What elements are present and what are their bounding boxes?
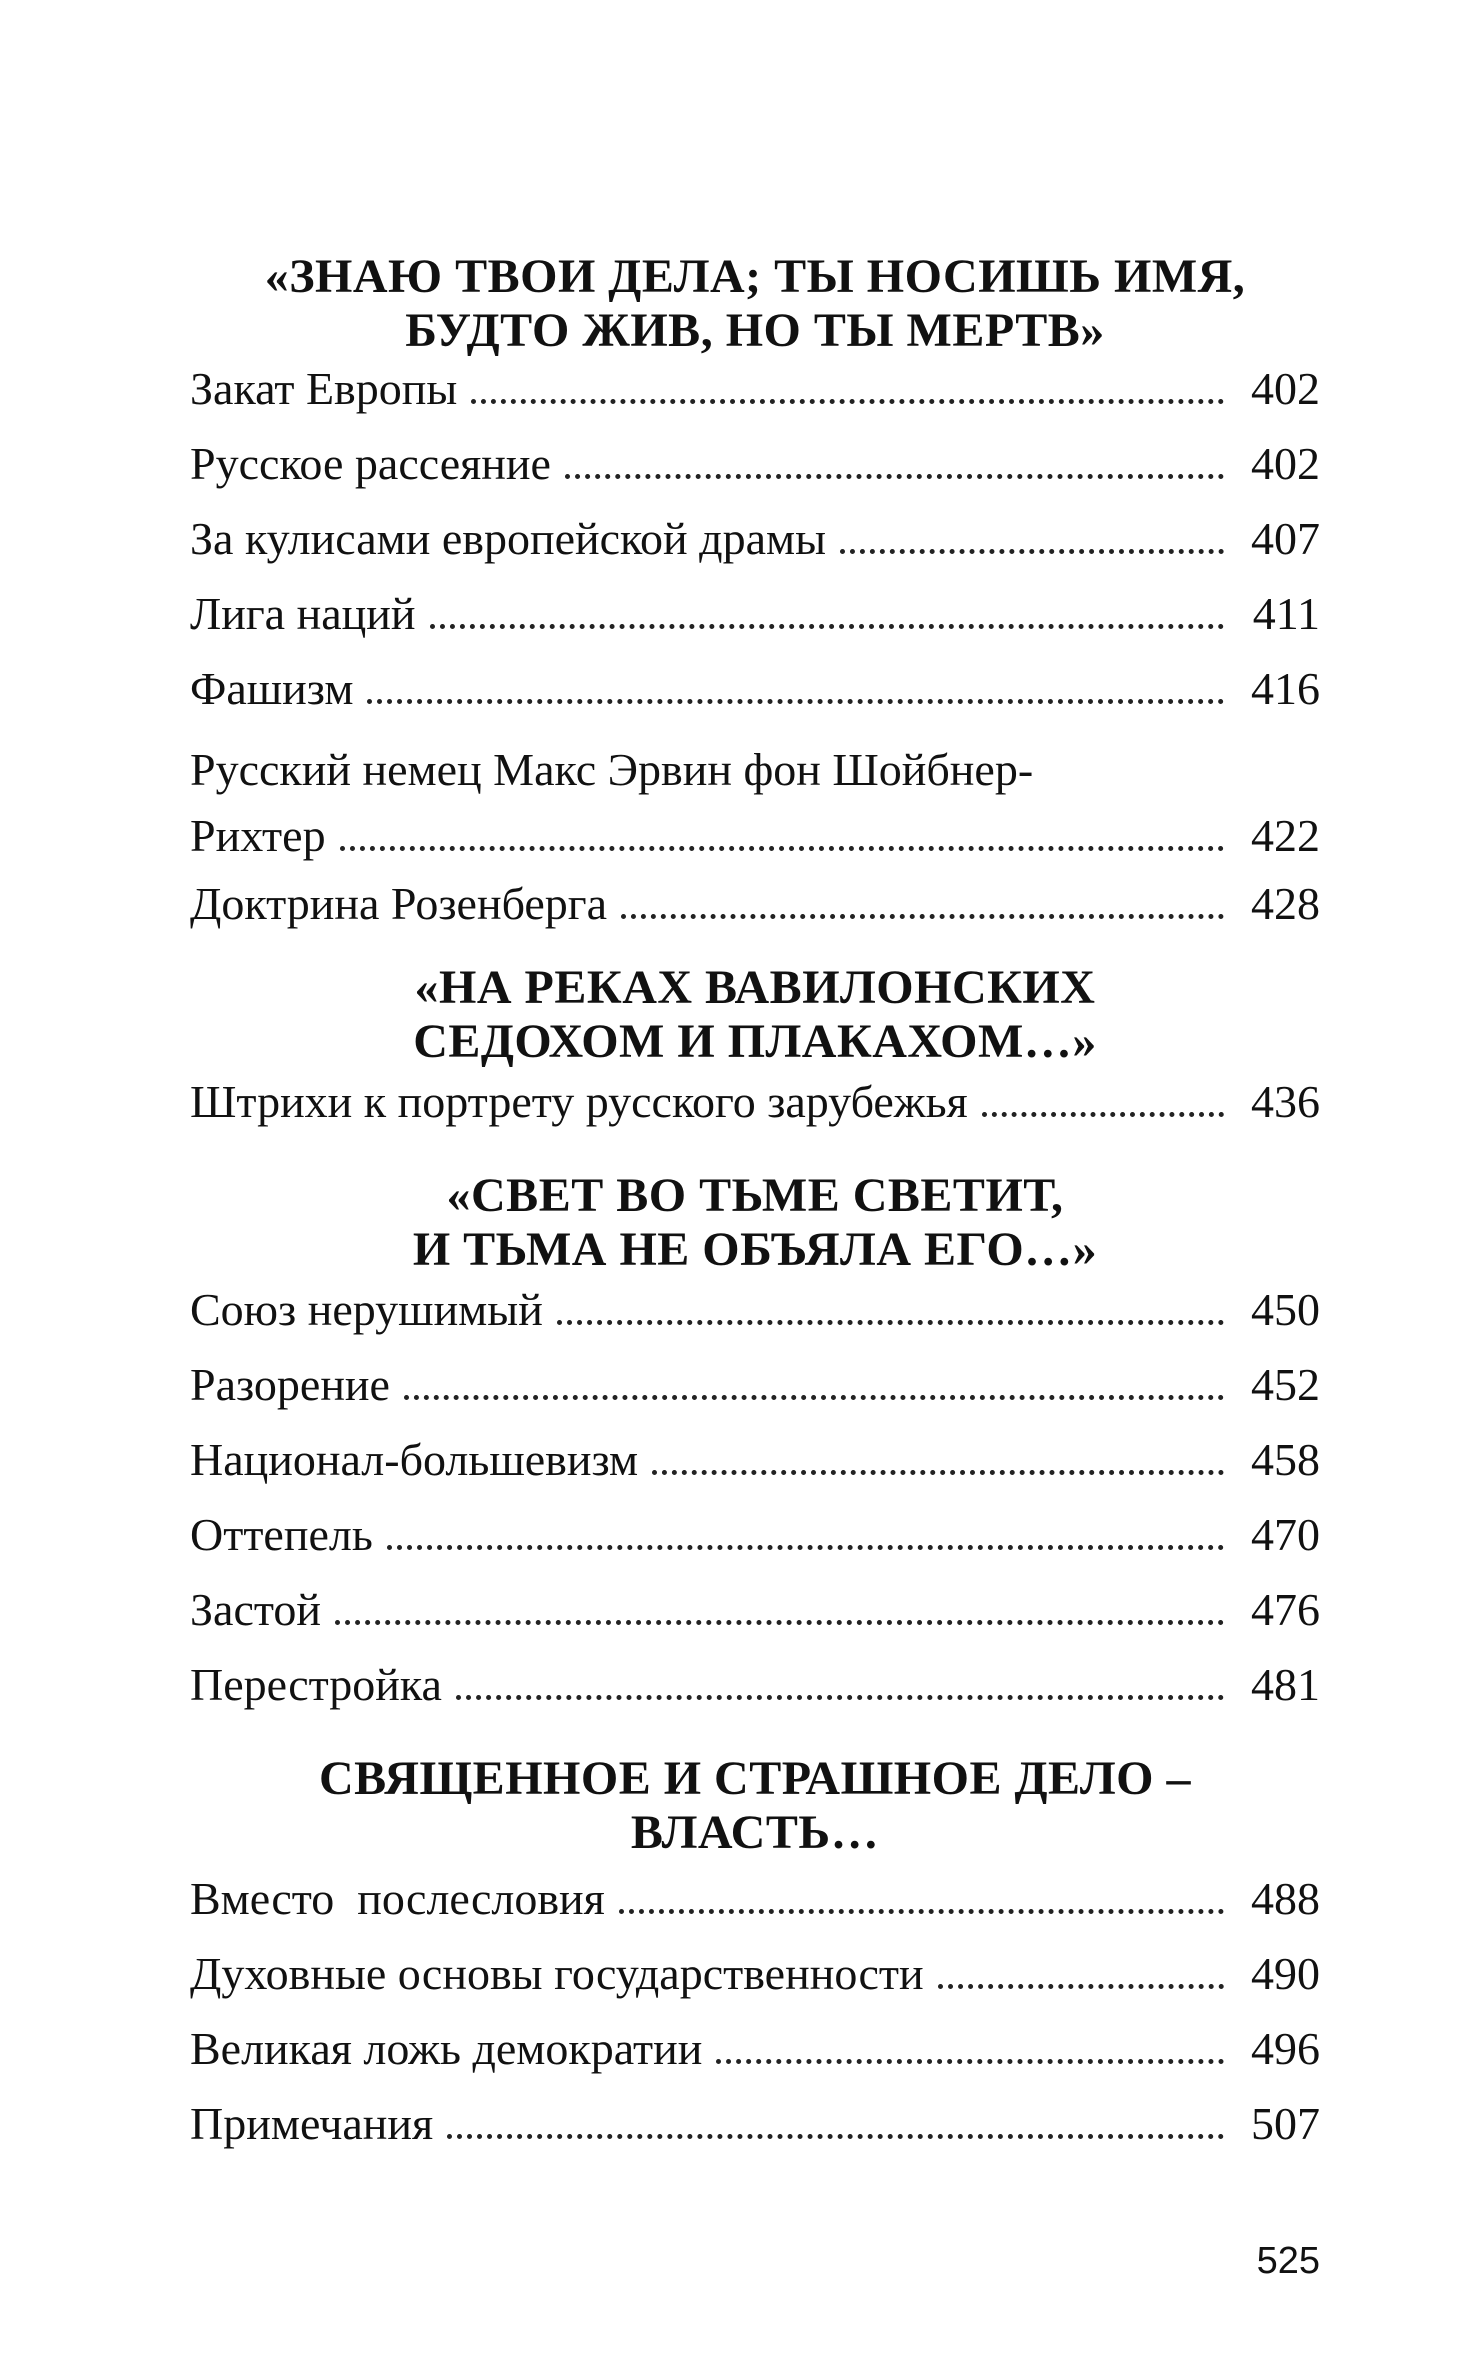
- dot-leader: [557, 1320, 1224, 1325]
- toc-entry[interactable]: [190, 662, 1320, 716]
- toc-entry-page: 507: [1251, 2098, 1320, 2149]
- toc-entry-page: 428: [1251, 878, 1320, 929]
- toc-entry-title: За кулисами европейской драмы: [190, 513, 827, 564]
- dot-leader: [447, 2134, 1224, 2139]
- toc-entry[interactable]: [190, 512, 1320, 566]
- toc-entry[interactable]: [190, 1508, 1320, 1562]
- dot-leader: [335, 1620, 1224, 1625]
- toc-entry[interactable]: [190, 1658, 1320, 1712]
- toc-entry[interactable]: [190, 2022, 1320, 2076]
- toc-entry-page: 411: [1252, 588, 1320, 639]
- toc-entry-page: 407: [1251, 513, 1320, 564]
- dot-leader: [982, 1112, 1224, 1117]
- page-number: 525: [1256, 2240, 1320, 2282]
- section-heading: [190, 961, 1320, 1069]
- toc-entry-title: Разорение: [190, 1359, 390, 1410]
- toc-entry-title: Застой: [190, 1584, 321, 1635]
- toc-entry-page: 458: [1251, 1434, 1320, 1485]
- dot-leader: [938, 1984, 1224, 1989]
- toc-entry-title: Великая ложь демократии: [190, 2023, 703, 2074]
- toc-entry-page: 481: [1251, 1659, 1320, 1710]
- dot-leader: [404, 1395, 1224, 1400]
- toc-entry-page: 452: [1251, 1359, 1320, 1410]
- section-heading: [190, 250, 1320, 358]
- section-heading-line: СЕДОХОМ И ПЛАКАХОМ…»: [413, 1015, 1097, 1068]
- toc-entry[interactable]: [190, 1583, 1320, 1637]
- toc-section: [190, 1752, 1320, 2151]
- toc-entry[interactable]: [190, 877, 1320, 931]
- toc-entry[interactable]: [190, 362, 1320, 416]
- section-heading-line: «СВЕТ ВО ТЬМЕ СВЕТИТ,: [446, 1169, 1064, 1222]
- toc-entry[interactable]: [190, 1872, 1320, 1926]
- dot-leader: [387, 1545, 1224, 1550]
- toc-entry[interactable]: [190, 1947, 1320, 2001]
- toc-entry-title: Штрихи к портрету русского зарубежья: [190, 1076, 968, 1127]
- toc-entry-title: Примечания: [190, 2098, 434, 2149]
- toc-entry[interactable]: [190, 2097, 1320, 2151]
- dot-leader: [430, 624, 1225, 629]
- section-heading-line: ВЛАСТЬ…: [630, 1806, 880, 1859]
- toc-entry-title: Фашизм: [190, 663, 354, 714]
- toc-section: [190, 1169, 1320, 1712]
- toc-entry-page: 402: [1251, 438, 1320, 489]
- toc-entry-title: Перестройка: [190, 1659, 442, 1710]
- dot-leader: [621, 914, 1224, 919]
- dot-leader: [652, 1470, 1224, 1475]
- toc-entry-page: 422: [1251, 810, 1320, 861]
- toc-entry-title: Оттепель: [190, 1509, 373, 1560]
- toc-entry[interactable]: [190, 587, 1320, 641]
- dot-leader: [367, 699, 1224, 704]
- toc-entry-title: Вместо послесловия: [190, 1873, 605, 1924]
- toc-entry-title: Национал-большевизм: [190, 1434, 639, 1485]
- toc-entry-page: 496: [1251, 2023, 1320, 2074]
- toc-entry-title-continued: Рихтер: [190, 810, 326, 861]
- section-heading-line: И ТЬМА НЕ ОБЪЯЛА ЕГО…»: [412, 1223, 1098, 1276]
- toc-entry[interactable]: [190, 1075, 1320, 1129]
- dot-leader: [716, 2059, 1224, 2064]
- toc-entry[interactable]: [190, 1283, 1320, 1337]
- dot-leader: [456, 1695, 1224, 1700]
- toc-entry[interactable]: [190, 1433, 1320, 1487]
- section-heading-line: СВЯЩЕННОЕ И СТРАШНОЕ ДЕЛО –: [319, 1752, 1191, 1805]
- table-of-contents: [190, 250, 1320, 2172]
- dot-leader: [619, 1909, 1224, 1914]
- dot-leader: [840, 549, 1224, 554]
- dot-leader: [340, 846, 1224, 851]
- section-heading-line: «ЗНАЮ ТВОИ ДЕЛА; ТЫ НОСИШЬ ИМЯ,: [264, 250, 1246, 303]
- toc-entry-page: 470: [1251, 1509, 1320, 1560]
- dot-leader: [565, 474, 1224, 479]
- toc-entry-page: 488: [1251, 1873, 1320, 1924]
- section-heading: [190, 1752, 1320, 1860]
- toc-entry-title: Доктрина Розенберга: [190, 878, 608, 929]
- toc-entry[interactable]: [190, 737, 1320, 869]
- toc-entry-title: Духовные основы государственности: [190, 1948, 924, 1999]
- toc-entry-page: 416: [1251, 663, 1320, 714]
- toc-entry-title: Русский немец Макс Эрвин фон Шойбнер-: [190, 744, 1034, 795]
- toc-section: [190, 961, 1320, 1129]
- section-heading-line: БУДТО ЖИВ, НО ТЫ МЕРТВ»: [405, 304, 1105, 357]
- toc-entry-page: 450: [1251, 1284, 1320, 1335]
- toc-entry-title: Союз нерушимый: [190, 1284, 543, 1335]
- toc-entry-title: Закат Европы: [190, 363, 458, 414]
- toc-entry[interactable]: [190, 437, 1320, 491]
- toc-entry-page: 402: [1251, 363, 1320, 414]
- toc-entry-page: 436: [1251, 1076, 1320, 1127]
- section-heading-line: «НА РЕКАХ ВАВИЛОНСКИХ: [414, 961, 1096, 1014]
- toc-entry[interactable]: [190, 1358, 1320, 1412]
- toc-section: [190, 250, 1320, 931]
- section-heading: [190, 1169, 1320, 1277]
- toc-entry-page: 490: [1251, 1948, 1320, 1999]
- toc-entry-title: Русское рассеяние: [190, 438, 551, 489]
- dot-leader: [471, 399, 1224, 404]
- toc-entry-page: 476: [1251, 1584, 1320, 1635]
- toc-entry-title: Лига наций: [190, 588, 416, 639]
